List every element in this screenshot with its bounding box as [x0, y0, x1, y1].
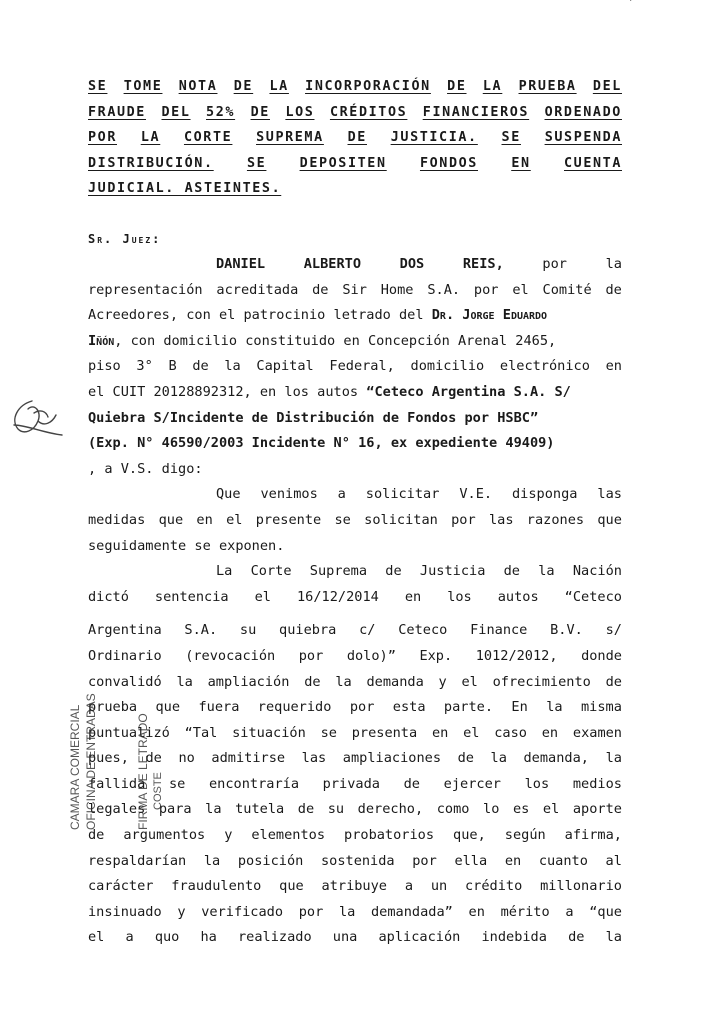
word: Federal,	[329, 358, 395, 375]
word: LOS	[285, 104, 315, 120]
corner-mark: ˙	[628, 0, 634, 10]
word: que	[597, 511, 622, 528]
body-line	[88, 772, 622, 798]
word: de	[385, 563, 402, 580]
word: 3°	[136, 358, 153, 375]
body-line	[88, 925, 622, 951]
body-line	[88, 823, 622, 849]
word: la	[176, 673, 193, 690]
word: piso	[88, 358, 121, 375]
body-line	[88, 278, 622, 304]
word: por	[451, 511, 476, 528]
word: por	[412, 852, 437, 869]
word: caso	[494, 724, 527, 741]
word: Nación	[572, 563, 622, 580]
word: S.A.	[184, 622, 218, 639]
word: la	[538, 563, 555, 580]
word: ella	[454, 852, 488, 869]
word: Argentina	[88, 622, 162, 639]
word: de	[605, 281, 622, 298]
word: La	[216, 563, 233, 580]
word: DE	[233, 79, 254, 94]
heading-line	[88, 100, 622, 126]
body-line	[88, 874, 622, 900]
word: INCORPORACIÓN	[305, 79, 431, 94]
word: solicitar	[365, 486, 440, 503]
body-line	[88, 644, 622, 670]
word: razones	[526, 511, 585, 528]
heading-line	[88, 74, 622, 100]
word: parte.	[443, 699, 494, 716]
word: en	[541, 724, 559, 741]
word: Comité	[542, 281, 592, 298]
word: se	[168, 775, 186, 792]
word: DE	[447, 79, 467, 94]
word: V.E.	[459, 486, 493, 503]
word: requerido	[257, 699, 332, 716]
word: situación	[232, 724, 306, 741]
word: probatorios	[344, 827, 435, 844]
reception-stamp	[60, 680, 164, 830]
word: la	[335, 673, 352, 690]
word: mérito	[500, 903, 550, 920]
word: FRAUDE	[88, 104, 146, 120]
word: de	[88, 827, 105, 844]
body-line	[88, 457, 622, 483]
word: que	[279, 878, 304, 895]
word: por	[473, 281, 499, 298]
word: verificado	[201, 903, 284, 920]
word: POR	[88, 130, 117, 145]
body-line	[88, 406, 622, 432]
word: Que	[216, 486, 241, 503]
word: autos	[497, 588, 539, 605]
word: JUDICIAL. ASTEINTES.	[88, 181, 282, 196]
word: cuanto	[538, 852, 588, 869]
word: SUPREMA	[256, 130, 324, 145]
word: JUSTICIA.	[390, 130, 478, 145]
word: a	[404, 878, 413, 895]
word: el	[226, 511, 243, 528]
word: presente	[255, 511, 322, 528]
word: prueba	[88, 699, 138, 716]
word: en	[404, 588, 422, 605]
word: admitirse	[211, 750, 286, 767]
word: de	[503, 563, 520, 580]
word: Finance	[470, 622, 528, 639]
word: representación	[88, 281, 203, 298]
word: derecho,	[357, 801, 424, 818]
word: CORTE	[183, 130, 233, 145]
word: el	[542, 801, 560, 818]
word: NOTA	[178, 79, 218, 94]
word: la	[205, 801, 222, 818]
word: por	[298, 647, 324, 664]
word: legales	[88, 801, 146, 818]
word: lo	[483, 801, 500, 818]
word: Corte	[250, 563, 292, 580]
body-line	[88, 508, 622, 534]
word: puntualizó	[88, 724, 170, 741]
word: la	[203, 852, 221, 869]
word: DOS	[399, 256, 425, 272]
word: DISTRIBUCIÓN.	[88, 155, 214, 171]
word: millonario	[540, 878, 622, 895]
body-text: , a V.S. digo:	[88, 460, 203, 477]
word: SE	[88, 79, 108, 94]
word: dictó	[88, 588, 129, 605]
word: “Tal	[184, 724, 218, 741]
word: en	[196, 511, 213, 528]
word: que	[158, 511, 184, 528]
body-line	[88, 380, 622, 406]
word: TOME	[123, 79, 163, 94]
word: s/	[605, 622, 622, 639]
word: los	[524, 775, 550, 792]
word: de	[568, 929, 585, 946]
word: de	[145, 750, 162, 767]
body-line	[88, 797, 622, 823]
word: FINANCIEROS	[422, 104, 530, 120]
word: REIS,	[462, 256, 504, 272]
word: por	[298, 903, 324, 920]
document-heading	[88, 74, 622, 202]
word: una	[332, 929, 358, 946]
word: a	[125, 929, 134, 946]
word: demanda	[366, 673, 424, 690]
word: LA	[140, 130, 161, 145]
word: ha	[200, 929, 217, 946]
word: “Ceteco	[564, 588, 622, 605]
body-line	[88, 252, 622, 278]
word: en	[605, 358, 622, 375]
word: de	[304, 673, 321, 690]
word: medios	[572, 775, 622, 792]
body-text: seguidamente se exponen.	[88, 537, 285, 554]
body-line	[88, 695, 622, 721]
word: elementos	[251, 827, 326, 844]
word: S.A.	[427, 281, 461, 298]
word: según	[504, 827, 546, 844]
word: indebida	[481, 929, 547, 946]
case-title: “Ceteco Argentina S.A. S/	[366, 383, 571, 400]
word: de	[605, 673, 622, 690]
case-title: Quiebra S/Incidente de Distribución de Fondos por HSBC”	[88, 409, 539, 426]
body-line	[88, 746, 622, 772]
body-line	[88, 329, 622, 355]
word: fallida	[88, 775, 146, 792]
word: DEL	[592, 79, 622, 94]
word: LA	[482, 79, 503, 94]
word: no	[178, 750, 195, 767]
word: fuera	[198, 699, 240, 716]
word: el	[463, 724, 480, 741]
word: que,	[453, 827, 486, 844]
word: ORDENADO	[544, 104, 622, 120]
word: Ceteco	[398, 622, 448, 639]
word: c/	[359, 622, 376, 639]
word: B	[168, 358, 177, 375]
word: DEPOSITEN	[299, 155, 387, 171]
word: al	[605, 852, 622, 869]
body-line	[88, 849, 622, 875]
word: dolo)”	[346, 647, 396, 664]
word: como	[436, 801, 470, 818]
word: Exp.	[419, 647, 453, 664]
word: es	[512, 801, 530, 818]
body-line	[88, 559, 622, 585]
word: Sir	[342, 281, 367, 298]
word: demanda,	[523, 750, 589, 767]
word: las	[488, 511, 514, 528]
heading-line	[88, 176, 622, 202]
word: carácter	[88, 878, 154, 895]
word: realizado	[238, 929, 312, 946]
body-line	[88, 585, 622, 611]
word: FONDOS	[419, 155, 478, 171]
word: la	[605, 256, 622, 272]
word: acreditada	[216, 281, 299, 298]
word: ampliaciones	[342, 750, 442, 767]
word: por	[542, 256, 567, 272]
word: la	[546, 699, 563, 716]
word: disponga	[512, 486, 578, 503]
word: DANIEL	[216, 256, 266, 272]
word: Suprema	[309, 563, 368, 580]
word: argumentos	[123, 827, 206, 844]
word: para	[158, 801, 192, 818]
body-text: el CUIT 20128892312, en los autos	[88, 383, 367, 400]
body-line	[88, 618, 622, 644]
word: la	[605, 750, 622, 767]
heading-line	[88, 151, 622, 177]
body-line	[88, 482, 622, 508]
word: respaldarían	[88, 852, 187, 869]
word: medidas	[88, 511, 146, 528]
word: SE	[501, 130, 521, 145]
word: 1012/2012,	[475, 647, 558, 664]
word: a	[337, 486, 346, 503]
word: ejercer	[443, 775, 501, 792]
word: SE	[246, 155, 267, 171]
word: examen	[572, 724, 622, 741]
word: el	[461, 673, 478, 690]
word: atribuye	[321, 878, 387, 895]
word: en	[431, 724, 449, 741]
spacer	[88, 610, 622, 618]
word: EN	[511, 155, 531, 171]
word: encontraría	[208, 775, 300, 792]
word: misma	[580, 699, 622, 716]
body-line	[88, 354, 622, 380]
word: En	[511, 699, 528, 716]
word: electrónico	[499, 358, 590, 375]
word: de	[297, 801, 315, 818]
word: Capital	[256, 358, 314, 375]
word: 16/12/2014	[296, 588, 379, 605]
word: LA	[269, 79, 289, 94]
word: los	[447, 588, 472, 605]
word: aplicación	[378, 929, 461, 946]
word: de	[312, 281, 329, 298]
word: Justicia	[419, 563, 486, 580]
case-number: (Exp. N° 46590/2003 Incidente N° 16, ex expediente 49409)	[88, 435, 555, 452]
word: un	[430, 878, 448, 895]
word: “que	[589, 903, 622, 920]
word: CUENTA	[564, 155, 622, 171]
word: Ordinario	[88, 647, 162, 664]
word: y	[438, 673, 447, 690]
word: su	[327, 801, 345, 818]
lawyer-name: Dr. Jorge Eduardo	[431, 307, 548, 324]
word: donde	[581, 647, 622, 664]
word: insinuado	[88, 903, 162, 920]
word: el	[512, 281, 529, 298]
word: tutela	[235, 801, 285, 818]
word: de	[457, 750, 474, 767]
word: ALBERTO	[303, 256, 362, 272]
word: en	[504, 852, 522, 869]
word: a	[565, 903, 574, 920]
word: convalidó	[88, 673, 162, 690]
word: la	[224, 358, 241, 375]
word: en	[468, 903, 485, 920]
word: DEL	[161, 104, 191, 120]
word: el	[254, 588, 271, 605]
word: fraudulento	[171, 878, 262, 895]
word: privada	[322, 775, 380, 792]
word: la	[605, 929, 622, 946]
body-line	[88, 721, 622, 747]
word: presenta	[351, 724, 418, 741]
word: su	[239, 622, 257, 639]
word: esta	[392, 699, 426, 716]
word: el	[88, 929, 105, 946]
body-line	[88, 900, 622, 926]
document-body	[88, 252, 622, 951]
word: DE	[347, 130, 367, 145]
word: CRÉDITOS	[329, 104, 408, 120]
stamp-text: OFICINA DE ENTRADAS	[84, 693, 98, 830]
word: 52%	[206, 104, 236, 120]
body-line	[88, 534, 622, 560]
heading-line	[88, 125, 622, 151]
word: PRUEBA	[518, 79, 577, 94]
word: quo	[154, 929, 180, 946]
salutation: Sr. Juez:	[88, 232, 162, 246]
word: quiebra	[279, 622, 337, 639]
word: SUSPENDA	[544, 130, 622, 145]
word: posición	[237, 852, 304, 869]
word: crédito	[465, 878, 523, 895]
word: la	[338, 903, 356, 920]
word: que	[155, 699, 181, 716]
body-text: Acreedores, con el patrocinio letrado del	[88, 307, 432, 324]
word: de	[192, 358, 209, 375]
body-text: , con domicilio constituido en Concepción Arenal 2465,	[114, 332, 557, 349]
word: ampliación	[207, 673, 290, 690]
word: B.V.	[550, 622, 583, 639]
word: sentencia	[154, 588, 229, 605]
word: las	[301, 750, 327, 767]
word: de	[403, 775, 420, 792]
word: DE	[250, 104, 270, 120]
body-line	[88, 670, 622, 696]
handwritten-initials	[4, 395, 66, 441]
word: sostenida	[320, 852, 395, 869]
word: domicilio	[410, 358, 485, 375]
lawyer-surname: Iñón	[88, 332, 115, 349]
word: se	[334, 511, 351, 528]
word: y	[224, 827, 233, 844]
word: se	[320, 724, 337, 741]
word: afirma,	[564, 827, 622, 844]
word: pues,	[88, 750, 129, 767]
body-line	[88, 303, 622, 329]
word: venimos	[260, 486, 318, 503]
word: por	[349, 699, 375, 716]
word: Home	[380, 281, 414, 298]
word: la	[490, 750, 507, 767]
stamp-text: FIRMA DE LETRADO	[136, 713, 150, 830]
stamp-text: COSTE	[152, 772, 164, 810]
word: y	[177, 903, 186, 920]
word: demandada”	[371, 903, 453, 920]
stamp-text: CAMARA COMERCIAL	[68, 704, 82, 830]
word: (revocación	[185, 647, 276, 664]
word: aporte	[572, 801, 622, 818]
word: solicitan	[364, 511, 438, 528]
word: las	[597, 486, 622, 503]
word: ofrecimiento	[492, 673, 591, 690]
body-line	[88, 431, 622, 457]
